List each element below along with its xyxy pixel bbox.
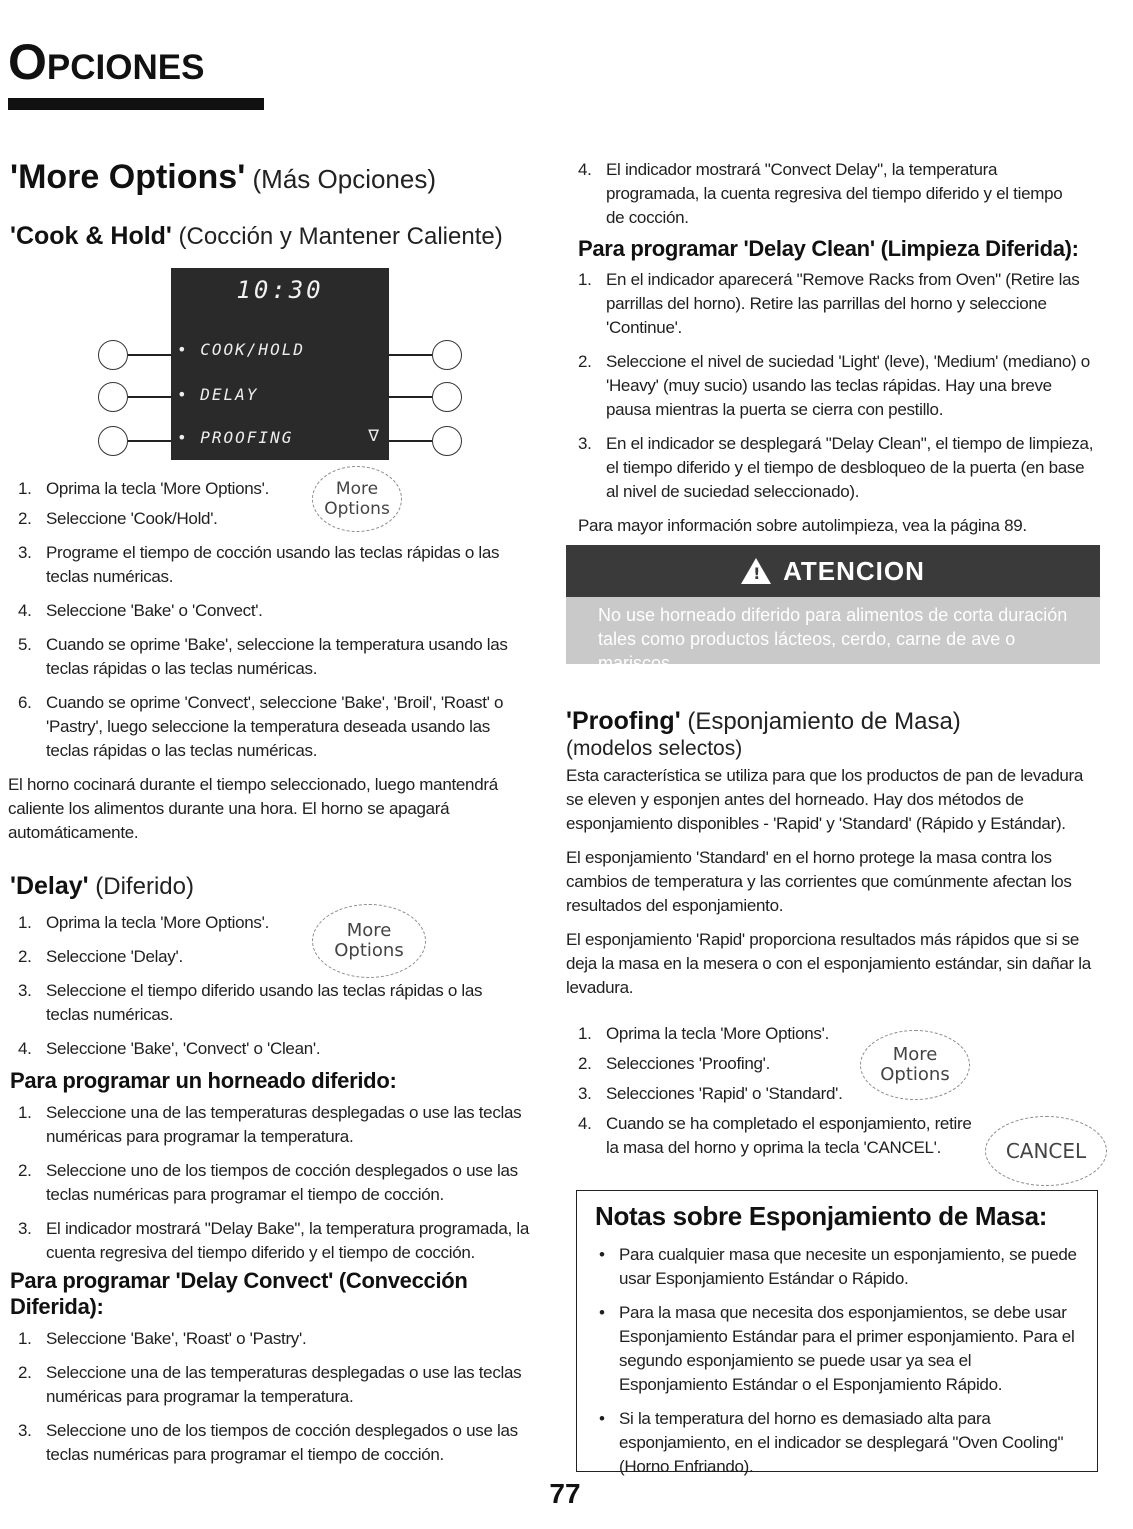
list-item: 3. Programe el tiempo de cocción usando las teclas rápidas o las teclas numéricas.: [18, 543, 500, 586]
delay-steps: [18, 911, 538, 1061]
list-item: 3. Seleccione el tiempo diferido usando las teclas rápidas o las teclas numéricas.: [18, 981, 483, 1024]
more-options-key: More Options: [860, 1030, 970, 1100]
list-item: • Para la masa que necesita dos esponjamientos, se debe usar Esponjamiento Estándar para el primer esponjamiento. Para el segundo esponjamiento se puede usar ya sea el Esponjamiento Estándar o el Esponjamiento Rápido.: [599, 1303, 1075, 1394]
warning-title: ATENCION: [783, 555, 925, 586]
list-item: 2. Seleccione uno de los tiempos de cocción desplegados o use las teclas numéricas para programar el tiempo de cocción.: [18, 1161, 518, 1204]
proofing-paragraph: El esponjamiento 'Standard' en el horno protege la masa contra los cambios de temperatura y las corrientes que comúnmente afectan los resultados del esponjamiento.: [566, 848, 1072, 915]
list-item: 2. Seleccione 'Cook/Hold'.: [18, 509, 218, 528]
notes-list: [597, 1243, 1077, 1489]
proofing-paragraph: El esponjamiento 'Rapid' proporciona resultados más rápidos que si se deja la masa en la mesera o con el esponjamiento estándar, sin dañar la levadura.: [566, 930, 1091, 997]
list-item: 3. Seleccione uno de los tiempos de cocción desplegados o use las teclas numéricas para programar el tiempo de cocción.: [18, 1421, 518, 1464]
warning-box: [566, 545, 1100, 673]
list-item: 2. Seleccione una de las temperaturas desplegadas o use las teclas numéricas para programar la temperatura.: [18, 1363, 522, 1406]
leader-line: [389, 396, 432, 398]
page-header: [8, 34, 204, 90]
list-item: • Para cualquier masa que necesite un esponjamiento, se puede usar Esponjamiento Estándar o Rápido.: [599, 1245, 1077, 1288]
delay-bake-title: Para programar un horneado diferido:: [10, 1068, 397, 1093]
header-rule: [8, 98, 264, 110]
list-item: 3. El indicador mostrará "Delay Bake", la temperatura programada, la cuenta regresiva del tiempo diferido y el tiempo de cocción.: [18, 1219, 529, 1262]
subsection-title-delay: 'Delay' (Diferido): [10, 872, 194, 900]
delay-bake-steps: [18, 1101, 538, 1265]
leader-line: [128, 396, 171, 398]
delay-clean-title: Para programar 'Delay Clean' (Limpieza Diferida):: [578, 236, 1079, 261]
lcd-option-proofing: • PROOFING: [177, 428, 294, 447]
proofing-notes-box: [576, 1190, 1098, 1476]
oven-display-illustration: [96, 268, 466, 460]
proofing-subtitle: (modelos selectos): [566, 737, 743, 760]
list-item: 1. En el indicador aparecerá "Remove Racks from Oven" (Retire las parrillas del horno). Retire las parrillas del horno y seleccione 'Continue'.: [578, 270, 1080, 337]
cancel-key: CANCEL: [985, 1116, 1107, 1186]
warning-triangle-icon: !: [741, 558, 771, 584]
proofing-body: [566, 764, 1100, 1010]
lcd-option-cook-hold: • COOK/HOLD: [177, 340, 305, 359]
list-item: 3. Selecciones 'Rapid' o 'Standard'.: [578, 1084, 843, 1103]
leader-line: [128, 440, 171, 442]
left-button-2: [98, 382, 128, 412]
list-item: 2. Seleccione 'Delay'.: [18, 947, 183, 966]
leader-line: [128, 354, 171, 356]
list-item: 4. El indicador mostrará "Convect Delay", la temperatura programada, la cuenta regresiva del tiempo diferido y el tiempo de cocción.: [578, 160, 1063, 227]
right-button-2: [432, 382, 462, 412]
lcd-time: 10:30: [236, 276, 324, 304]
leader-line: [389, 440, 432, 442]
lcd-option-delay: • DELAY: [177, 385, 259, 404]
list-item: 6. Cuando se oprime 'Convect', seleccione 'Bake', 'Broil', 'Roast' o 'Pastry', luego seleccione la temperatura deseada usando las teclas rápidas o las teclas numéricas.: [18, 693, 504, 760]
list-item: 5. Cuando se oprime 'Bake', seleccione la temperatura usando las teclas rápidas o las teclas numéricas.: [18, 635, 508, 678]
proofing-paragraph: Esta característica se utiliza para que los productos de pan de levadura se eleven y esponjen antes del horneado. Hay dos métodos de esponjamiento disponibles - 'Rapid' y 'Standard' (Rápido y Estándar).: [566, 766, 1084, 833]
list-item: 4. Seleccione 'Bake', 'Convect' o 'Clean'.: [18, 1039, 321, 1058]
right-button-1: [432, 340, 462, 370]
subsection-title-cook-hold: 'Cook & Hold' (Cocción y Mantener Caliente): [10, 222, 503, 250]
warning-text: No use horneado diferido para alimentos de corta duración tales como productos lácteos, cerdo, carne de ave o mariscos.: [598, 605, 1068, 673]
list-item: • Si la temperatura del horno es demasiado alta para esponjamiento, en el indicador se desplegará "Oven Cooling" (Horno Enfriando).: [599, 1409, 1064, 1476]
lcd-screen: [171, 268, 389, 460]
list-item: 2. Seleccione el nivel de suciedad 'Light' (leve), 'Medium' (mediano) o 'Heavy' (muy sucio) usando las teclas rápidas. Hay una breve pausa mientras la puerta se cierra con pestillo.: [578, 352, 1090, 419]
list-item: 1. Oprima la tecla 'More Options'.: [578, 1024, 829, 1043]
list-item: 3. En el indicador se desplegará "Delay Clean", el tiempo de limpieza, el tiempo diferido y el tiempo de desbloqueo de la puerta (en base al nivel de suciedad seleccionado).: [578, 434, 1094, 501]
list-item: 4. Cuando se ha completado el esponjamiento, retire la masa del horno y oprima la tecla 'CANCEL'.: [578, 1114, 972, 1157]
cook-hold-note: El horno cocinará durante el tiempo seleccionado, luego mantendrá caliente los alimentos durante una hora. El horno se apagará automáticamente.: [8, 775, 498, 842]
delay-convect-step-4: [578, 158, 1078, 230]
list-item: 1. Oprima la tecla 'More Options'.: [18, 479, 269, 498]
list-item: 1. Seleccione 'Bake', 'Roast' o 'Pastry'.: [18, 1329, 307, 1348]
left-button-3: [98, 426, 128, 456]
notes-title: Notas sobre Esponjamiento de Masa:: [595, 1201, 1048, 1231]
page-title: Opciones: [8, 34, 205, 90]
subsection-title-proofing: 'Proofing' (Esponjamiento de Masa): [566, 707, 961, 735]
list-item: 1. Seleccione una de las temperaturas desplegadas o use las teclas numéricas para programar la temperatura.: [18, 1103, 522, 1146]
list-item: 1. Oprima la tecla 'More Options'.: [18, 913, 269, 932]
section-title-more-options: 'More Options' (Más Opciones): [10, 158, 437, 196]
right-button-3: [432, 426, 462, 456]
list-item: 4. Seleccione 'Bake' o 'Convect'.: [18, 601, 263, 620]
list-item: 2. Selecciones 'Proofing'.: [578, 1054, 771, 1073]
warning-header: [566, 545, 1100, 597]
more-options-key: More Options: [312, 904, 426, 978]
page-number: 77: [549, 1478, 581, 1509]
delay-clean-steps: [578, 268, 1098, 538]
delay-convect-steps: [18, 1327, 538, 1467]
delay-clean-note: Para mayor información sobre autolimpieza, vea la página 89.: [578, 516, 1027, 535]
lcd-scroll-arrow: ∇: [368, 426, 379, 445]
more-options-key: More Options: [312, 466, 402, 532]
leader-line: [389, 354, 432, 356]
cook-hold-steps: [8, 477, 538, 845]
delay-convect-title: Para programar 'Delay Convect' (Convección Diferida):: [10, 1268, 468, 1319]
left-button-1: [98, 340, 128, 370]
